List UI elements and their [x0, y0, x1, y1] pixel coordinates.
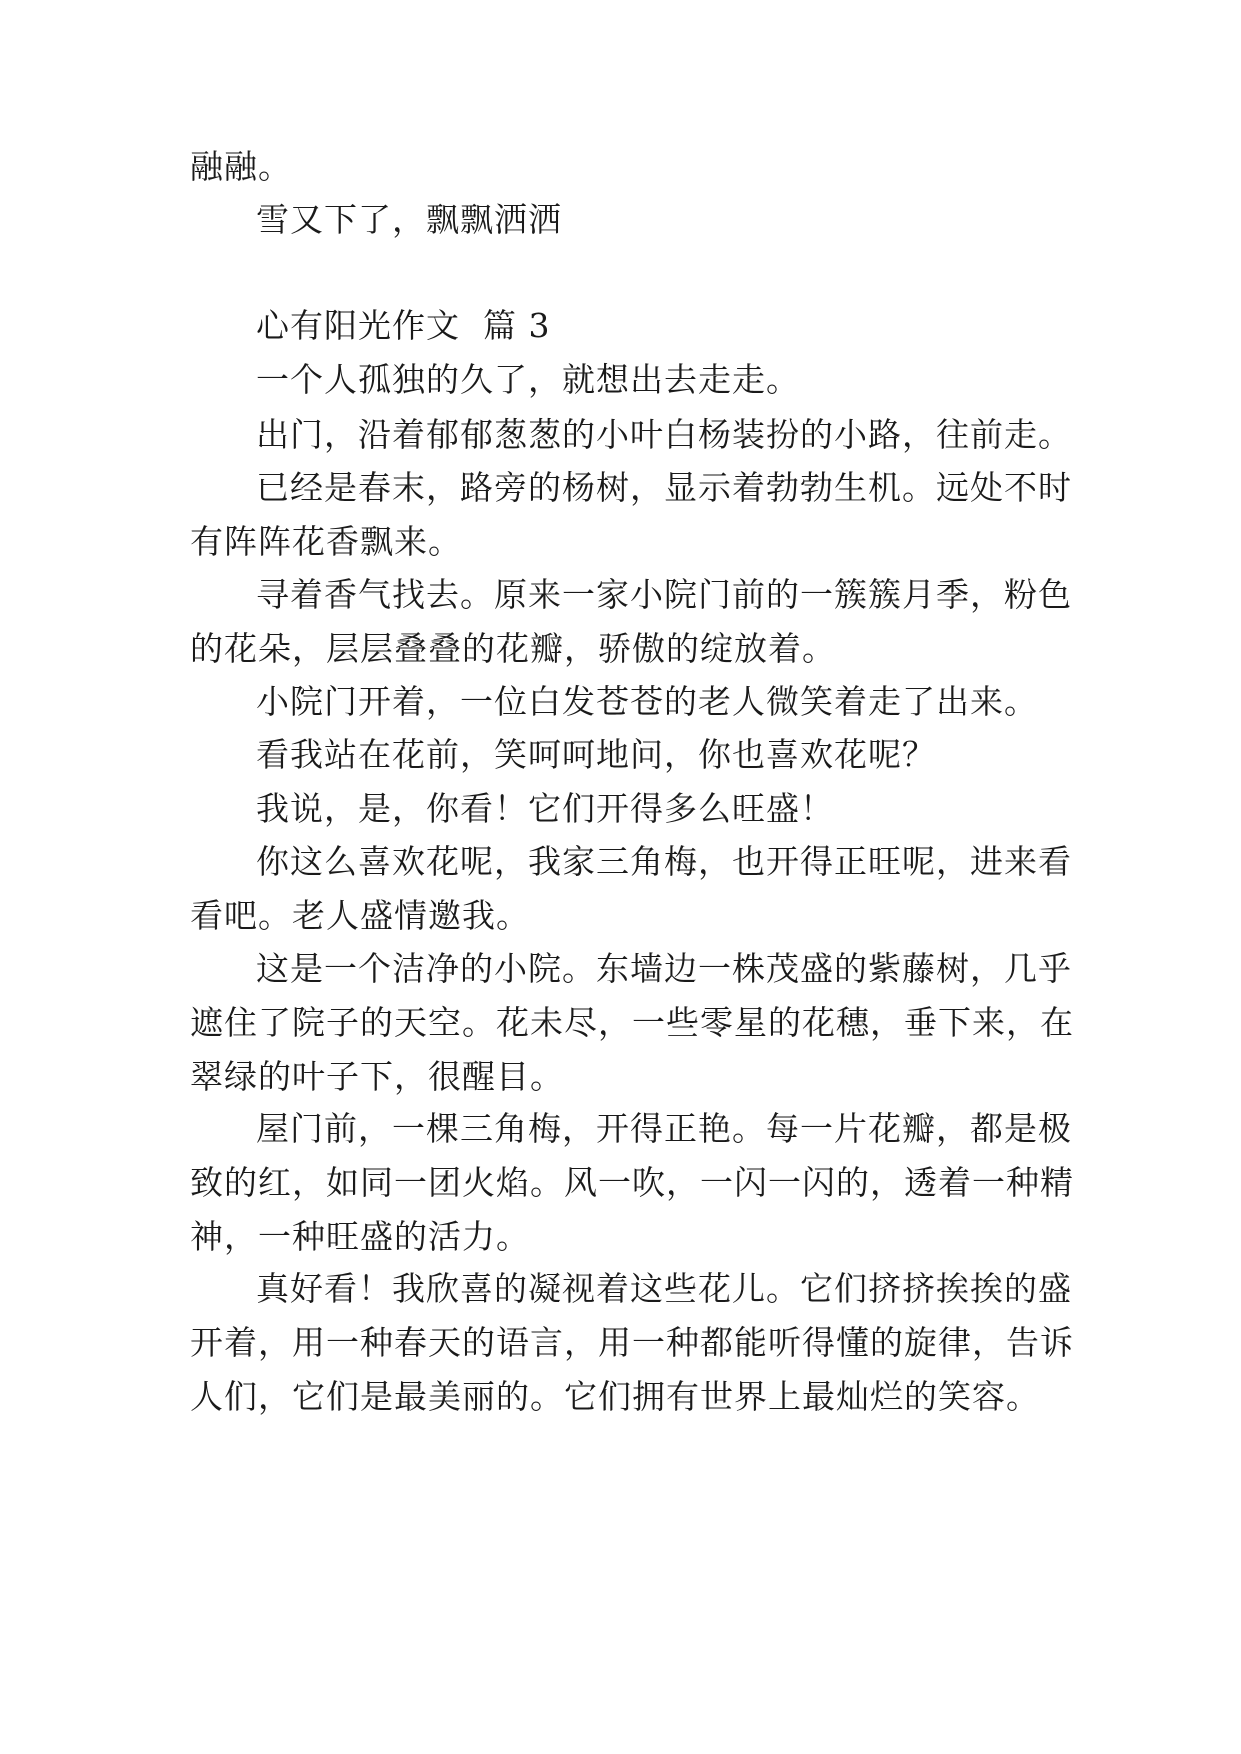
text-line: 有阵阵花香飘来。 [190, 522, 462, 561]
continuation-line [190, 137, 1070, 197]
paragraph [190, 779, 1070, 839]
paragraph [190, 725, 1070, 785]
text-line: 这是一个洁净的小院。东墙边一株茂盛的紫藤树，几乎 [256, 949, 1072, 988]
section-title [190, 296, 1070, 356]
paragraph [190, 939, 1074, 1107]
section-title-text: 心有阳光作文 篇 3 [256, 306, 551, 345]
text-line: 雪又下了，飘飘洒洒 [256, 200, 562, 239]
paragraph [190, 565, 1070, 679]
paragraph-snow [190, 190, 1070, 250]
text-line: 小院门开着，一位白发苍苍的老人微笑着走了出来。 [256, 682, 1038, 721]
text-line: 开着，用一种春天的语言，用一种都能听得懂的旋律，告诉 [190, 1323, 1074, 1362]
text-line: 融融。 [190, 147, 292, 186]
text-line: 一个人孤独的久了，就想出去走走。 [256, 360, 800, 399]
paragraph [190, 405, 1070, 465]
text-line: 翠绿的叶子下，很醒目。 [190, 1057, 564, 1096]
text-line: 寻着香气找去。原来一家小院门前的一簇簇月季，粉色 [256, 575, 1072, 614]
paragraph [190, 458, 1070, 572]
text-line: 神，一种旺盛的活力。 [190, 1217, 530, 1256]
text-line: 遮住了院子的天空。花未尽，一些零星的花穗，垂下来，在 [190, 1003, 1074, 1042]
paragraph [190, 350, 1070, 410]
paragraph [190, 1099, 1074, 1267]
paragraph [190, 1259, 1074, 1427]
text-line: 我说，是，你看！它们开得多么旺盛！ [256, 789, 834, 828]
text-line: 看吧。老人盛情邀我。 [190, 896, 530, 935]
text-line: 看我站在花前，笑呵呵地问，你也喜欢花呢？ [256, 735, 936, 774]
text-line: 的花朵，层层叠叠的花瓣，骄傲的绽放着。 [190, 629, 836, 668]
paragraph [190, 672, 1070, 732]
text-line: 你这么喜欢花呢，我家三角梅，也开得正旺呢，进来看 [256, 842, 1072, 881]
text-line: 人们，它们是最美丽的。它们拥有世界上最灿烂的笑容。 [190, 1377, 1040, 1416]
text-line: 出门，沿着郁郁葱葱的小叶白杨装扮的小路，往前走。 [256, 415, 1072, 454]
text-line: 致的红，如同一团火焰。风一吹，一闪一闪的，透着一种精 [190, 1163, 1074, 1202]
text-line: 真好看！我欣喜的凝视着这些花儿。它们挤挤挨挨的盛 [256, 1269, 1072, 1308]
text-line: 已经是春末，路旁的杨树，显示着勃勃生机。远处不时 [256, 468, 1072, 507]
text-line: 屋门前，一棵三角梅，开得正艳。每一片花瓣，都是极 [256, 1109, 1072, 1148]
paragraph [190, 832, 1070, 946]
